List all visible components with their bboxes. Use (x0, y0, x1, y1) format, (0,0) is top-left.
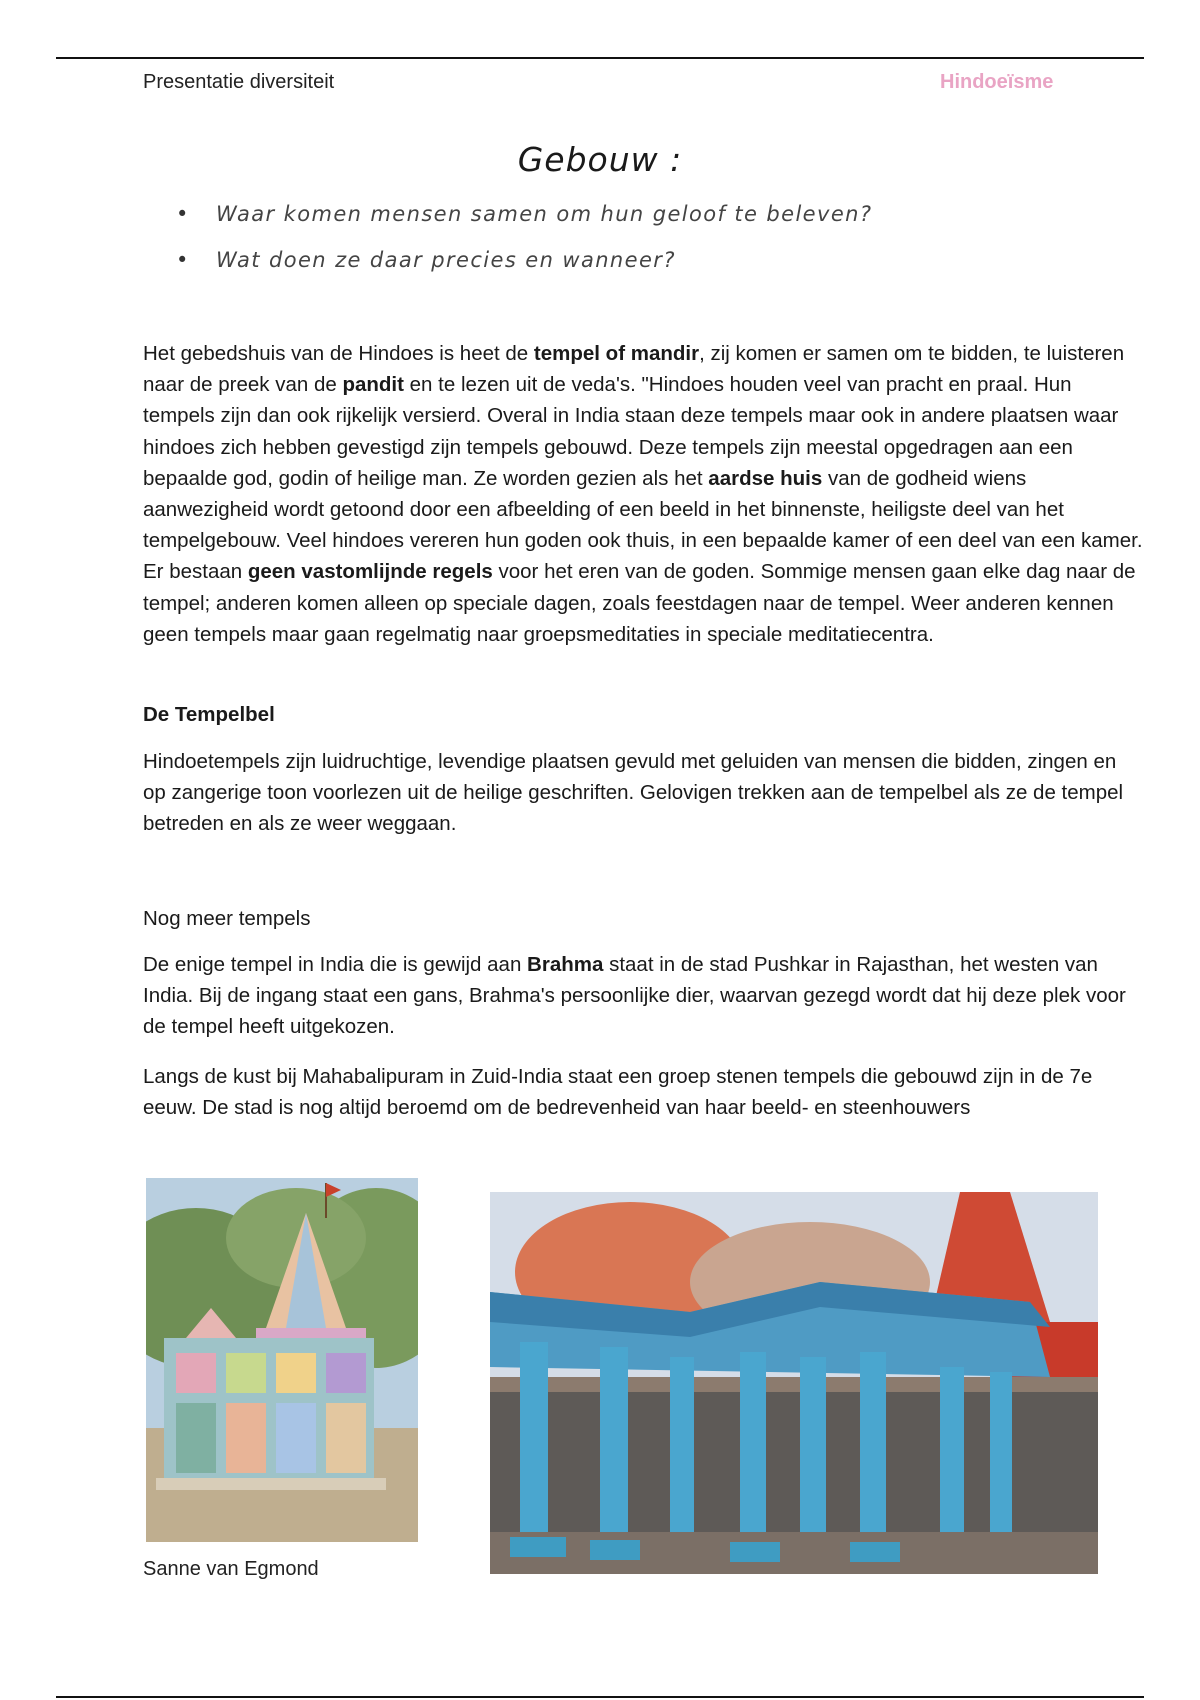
header-rule (56, 57, 1144, 59)
question-text: Wat doen ze daar precies en wanneer? (216, 248, 676, 272)
intro-text: voor het eren van de goden. Sommige mensen gaan elke dag naar de tempel; anderen komen alleen op speciale dagen, zoals feestdagen naar de tempel. Weer anderen kennen geen tempels maar gaan regelmatig naar groepsmeditaties in speciale meditatiecentra. (143, 560, 1136, 646)
intro-text: , zij komen er samen om te bidden, te luisteren naar de preek van de (143, 342, 1125, 397)
brahma-text: De enige tempel in India die is gewijd aan (143, 953, 528, 976)
header-document-title: Presentatie diversiteit (143, 71, 335, 93)
brahma-text: staat in de stad Pushkar in Rajasthan, het westen van India. Bij de ingang staat een gans, Brahma's persoonlijke dier, waarvan gezegd wordt dat hij deze plek voor de tempel heeft uitgekozen. (143, 953, 1126, 1039)
question-item (176, 244, 872, 290)
footer-rule (56, 1696, 1144, 1698)
intro-text: en te lezen uit de veda's. "Hindoes houden veel van pracht en praal. Hun tempels zijn dan ook rijkelijk versierd. Overal in India staan deze tempels maar ook in andere plaatsen waar hindoes zich hebben gevestigd zijn tempels gebouwd. Deze tempels zijn meestal opgedragen aan een bepaalde god, godin of heilige man. Ze worden gezien als het (143, 373, 1119, 490)
header-topic: Hindoeïsme (940, 71, 1054, 93)
footer-author: Sanne van Egmond (143, 1558, 319, 1580)
brahma-paragraph (143, 949, 1143, 1043)
brahma-temple-photo (490, 1192, 1098, 1574)
temple-photo-small-image (146, 1178, 418, 1542)
tempelbel-paragraph: Hindoetempels zijn luidruchtige, levendige plaatsen gevuld met geluiden van mensen die bidden, zingen en op zangerige toon voorlezen uit de heilige geschriften. Gelovigen trekken aan de tempelbel als ze de tempel betreden en als ze weer weggaan. (143, 750, 1124, 836)
question-text: Waar komen mensen samen om hun geloof te beleven? (216, 202, 873, 226)
bullet-icon: • (176, 248, 190, 272)
section-heading-meer-tempels: Nog meer tempels (143, 907, 311, 930)
temple-photo-small (146, 1178, 418, 1542)
intro-text: Het gebedshuis van de Hindoes is heet de (143, 342, 534, 365)
brahma-temple-photo-image (490, 1192, 1098, 1574)
question-item (176, 198, 872, 244)
intro-bold-regels: geen vastomlijnde regels (247, 560, 493, 584)
page-title: Gebouw : (517, 140, 683, 179)
intro-text: van de godheid wiens aanwezigheid wordt getoond door een afbeelding of een beeld in het binnenste, heiligste deel van het tempelgebouw. Veel hindoes vereren hun goden ook thuis, in een bepaalde kamer of een deel van een kamer. Er bestaan (143, 466, 1143, 584)
section-heading-tempelbel: De Tempelbel (143, 703, 275, 726)
brahma-bold: Brahma (527, 953, 604, 976)
intro-bold-aardse-huis: aardse huis (708, 466, 823, 490)
intro-bold-pandit: pandit (342, 373, 404, 397)
mahabalipuram-paragraph: Langs de kust bij Mahabalipuram in Zuid-India staat een groep stenen tempels die gebouwd zijn in de 7e eeuw. De stad is nog altijd beroemd om de bedrevenheid van haar beeld- en steenhouwers (143, 1065, 1093, 1120)
intro-paragraph (143, 338, 1143, 650)
bullet-icon: • (176, 202, 190, 226)
intro-bold-tempel: tempel of mandir (533, 342, 700, 365)
question-list (176, 198, 872, 290)
